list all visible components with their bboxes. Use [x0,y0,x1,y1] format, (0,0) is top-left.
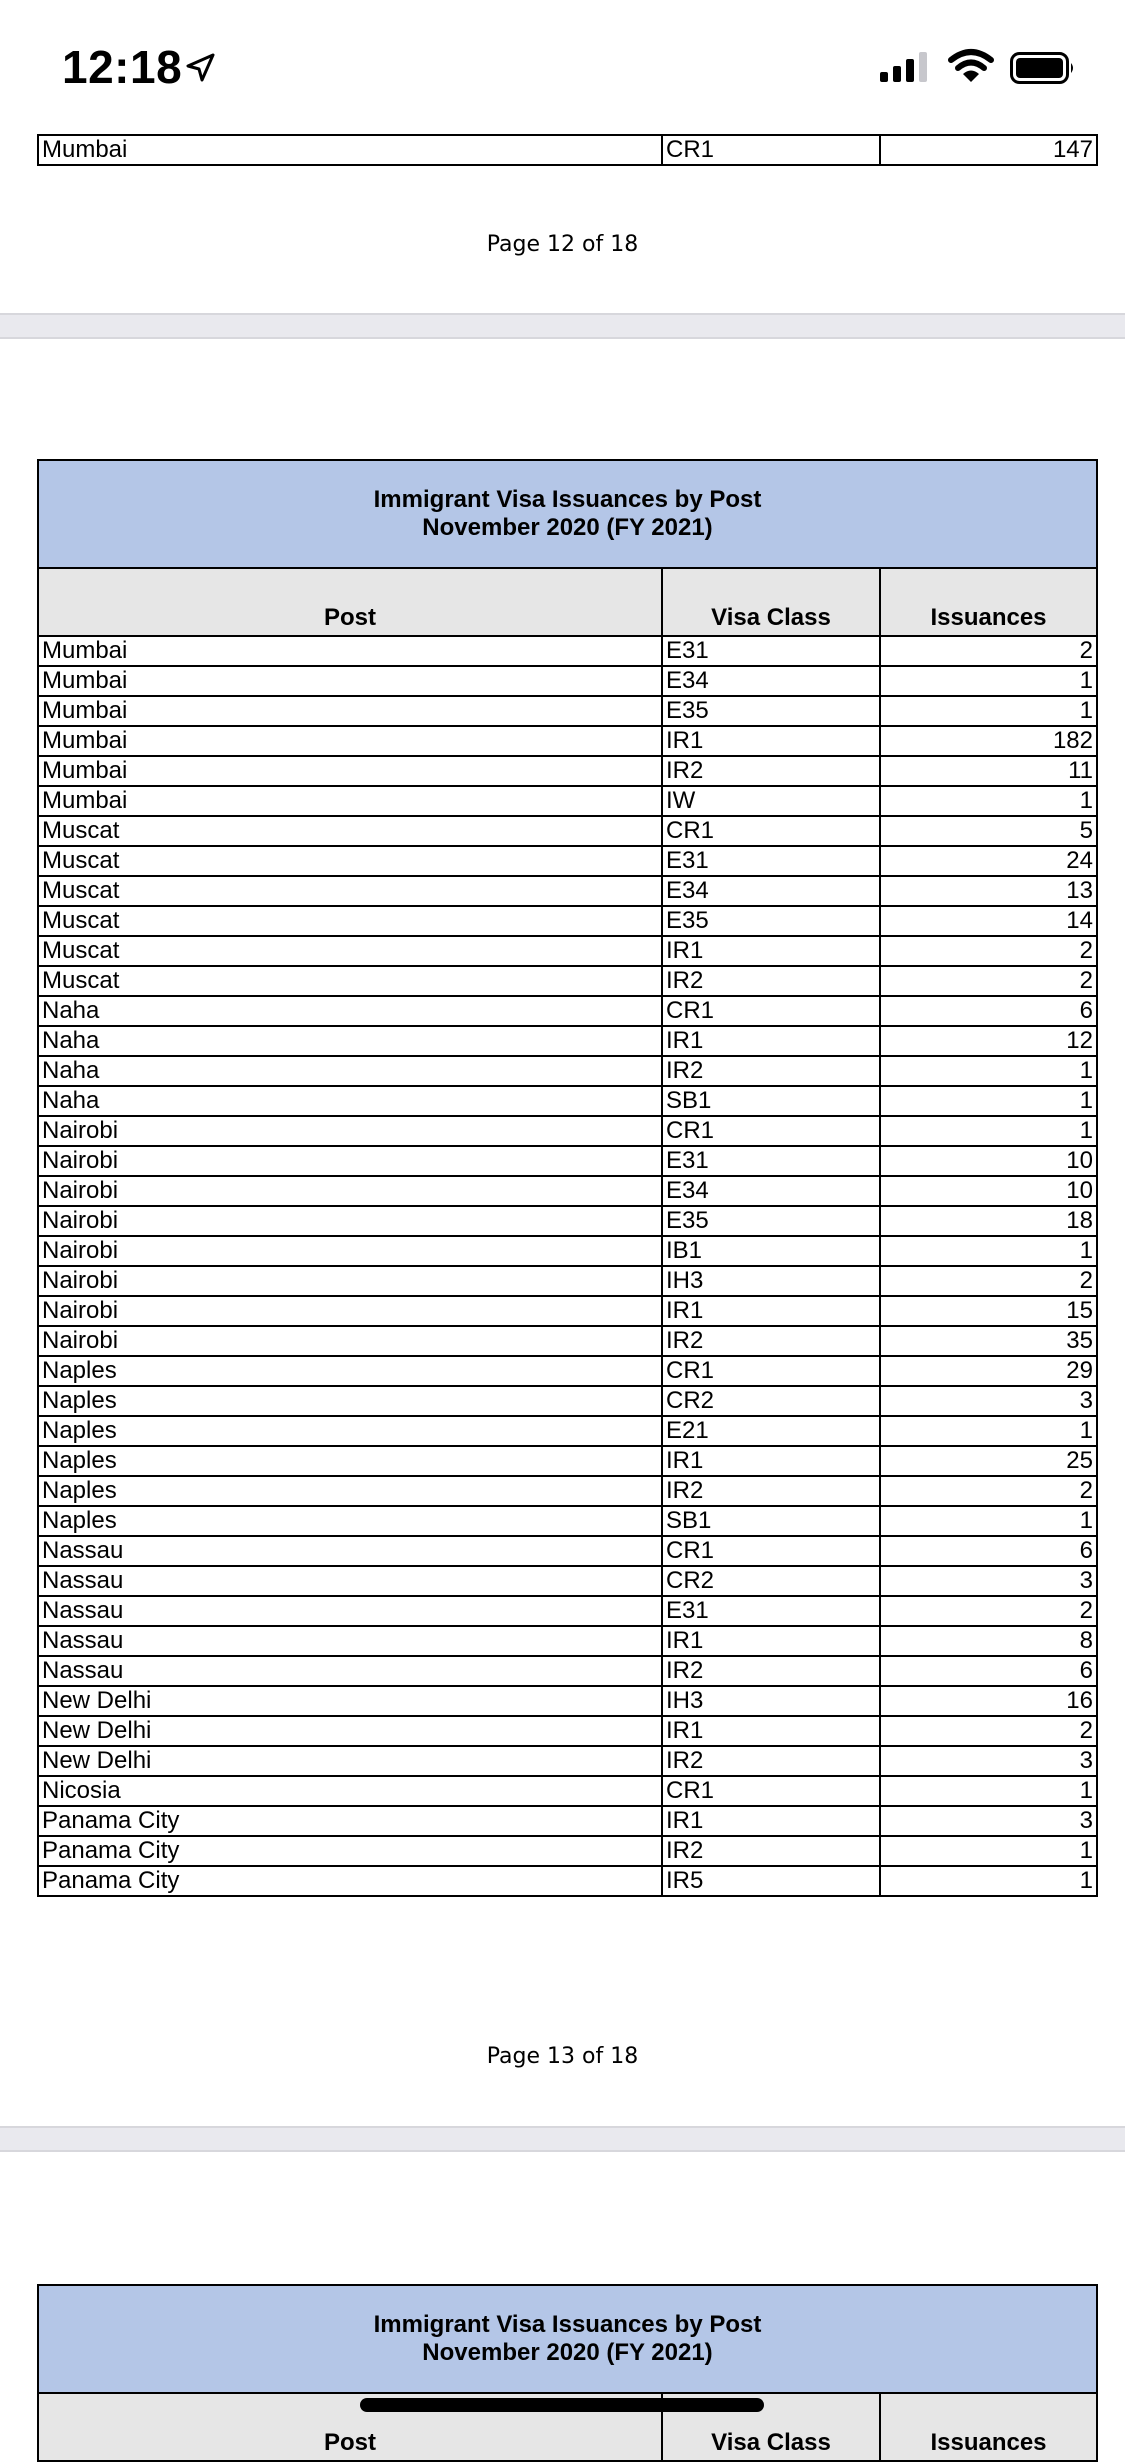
issuances-cell: 1 [880,666,1097,696]
visa-class-cell: CR1 [662,1116,880,1146]
page-separator [0,2126,1125,2152]
issuances-cell: 15 [880,1296,1097,1326]
issuances-cell: 3 [880,1386,1097,1416]
issuances-cell: 8 [880,1626,1097,1656]
table-row [38,876,1097,906]
table-row [38,1416,1097,1446]
table-row [38,1386,1097,1416]
visa-class-cell: E35 [662,906,880,936]
table-row [38,1776,1097,1806]
post-cell: New Delhi [38,1686,662,1716]
table-row [38,1176,1097,1206]
table-row [38,846,1097,876]
issuances-cell: 3 [880,1746,1097,1776]
post-cell: New Delhi [38,1746,662,1776]
issuances-cell: 1 [880,1416,1097,1446]
post-cell: Panama City [38,1836,662,1866]
post-cell: Nairobi [38,1326,662,1356]
table-row [38,1656,1097,1686]
wifi-icon [948,48,994,84]
visa-table-page-14 [37,2284,1098,2462]
table-row [38,1266,1097,1296]
table-title [38,2285,1097,2393]
issuances-cell: 13 [880,876,1097,906]
post-cell: Muscat [38,966,662,996]
visa-class-cell: IR1 [662,1026,880,1056]
table-row [38,135,1097,165]
table-row [38,1626,1097,1656]
visa-class-cell: E31 [662,1146,880,1176]
table-row [38,1866,1097,1896]
issuances-cell: 10 [880,1176,1097,1206]
issuances-cell: 182 [880,726,1097,756]
table-title-line-1: Immigrant Visa Issuances by Post [373,2311,762,2338]
table-row [38,1056,1097,1086]
post-cell: Naples [38,1476,662,1506]
table-row [38,696,1097,726]
visa-class-cell: CR2 [662,1386,880,1416]
post-cell: Mumbai [38,786,662,816]
visa-class-cell: CR1 [662,996,880,1026]
column-header-post: Post [38,2393,662,2461]
visa-class-cell: CR1 [662,135,880,165]
table-row [38,1566,1097,1596]
visa-class-cell: IR2 [662,1476,880,1506]
visa-class-cell: IR1 [662,1806,880,1836]
table-row [38,1296,1097,1326]
visa-class-cell: E31 [662,1596,880,1626]
visa-class-cell: IR2 [662,1746,880,1776]
post-cell: Naples [38,1506,662,1536]
visa-class-cell: SB1 [662,1086,880,1116]
visa-class-cell: IR5 [662,1866,880,1896]
issuances-cell: 6 [880,1536,1097,1566]
column-header-issuances: Issuances [880,568,1097,636]
visa-table-page-13 [37,459,1098,1897]
post-cell: Nairobi [38,1146,662,1176]
post-cell: Muscat [38,816,662,846]
table-row [38,1236,1097,1266]
post-cell: Naha [38,1026,662,1056]
post-cell: Naha [38,996,662,1026]
visa-class-cell: E34 [662,876,880,906]
issuances-cell: 2 [880,966,1097,996]
visa-class-cell: E35 [662,1206,880,1236]
issuances-cell: 2 [880,636,1097,666]
post-cell: Naples [38,1386,662,1416]
visa-class-cell: IR1 [662,1626,880,1656]
issuances-cell: 2 [880,1266,1097,1296]
issuances-cell: 12 [880,1026,1097,1056]
visa-class-cell: IR1 [662,1446,880,1476]
visa-class-cell: IB1 [662,1236,880,1266]
table-row [38,1536,1097,1566]
issuances-cell: 16 [880,1686,1097,1716]
visa-class-cell: E31 [662,846,880,876]
post-cell: Nassau [38,1596,662,1626]
issuances-cell: 5 [880,816,1097,846]
visa-class-cell: IR1 [662,1716,880,1746]
post-cell: Nairobi [38,1116,662,1146]
visa-class-cell: CR2 [662,1566,880,1596]
issuances-cell: 2 [880,936,1097,966]
table-title [38,460,1097,568]
table-row [38,1716,1097,1746]
post-cell: Mumbai [38,756,662,786]
table-row [38,1806,1097,1836]
cellular-signal-icon [880,52,932,82]
issuances-cell: 35 [880,1326,1097,1356]
table-row [38,1086,1097,1116]
table-row [38,756,1097,786]
issuances-cell: 11 [880,756,1097,786]
issuances-cell: 14 [880,906,1097,936]
visa-class-cell: IW [662,786,880,816]
post-cell: Mumbai [38,135,662,165]
table-row [38,1476,1097,1506]
table-row [38,906,1097,936]
issuances-cell: 25 [880,1446,1097,1476]
page-separator [0,313,1125,339]
table-row [38,1596,1097,1626]
post-cell: Muscat [38,936,662,966]
table-row [38,1116,1097,1146]
status-time: 12:18 [62,41,183,93]
issuances-cell: 1 [880,1866,1097,1896]
page-13 [0,339,1125,2149]
page-number-label: Page 13 of 18 [486,2044,639,2069]
post-cell: Muscat [38,846,662,876]
issuances-cell: 1 [880,1776,1097,1806]
post-cell: Nassau [38,1566,662,1596]
visa-class-cell: IR2 [662,756,880,786]
post-cell: Nairobi [38,1266,662,1296]
table-row [38,966,1097,996]
table-row [38,1446,1097,1476]
post-cell: Muscat [38,906,662,936]
table-title-line-1: Immigrant Visa Issuances by Post [373,486,762,513]
table-row [38,1506,1097,1536]
post-cell: Nairobi [38,1176,662,1206]
table-row [38,1026,1097,1056]
visa-class-cell: IR2 [662,1656,880,1686]
table-row [38,1206,1097,1236]
visa-class-cell: CR1 [662,1536,880,1566]
page-number-label: Page 12 of 18 [486,232,639,257]
visa-class-cell: IR2 [662,966,880,996]
table-row [38,666,1097,696]
post-cell: Nassau [38,1626,662,1656]
visa-class-cell: CR1 [662,1776,880,1806]
post-cell: Mumbai [38,726,662,756]
post-cell: Naples [38,1416,662,1446]
column-header-visa-class: Visa Class [662,2393,880,2461]
visa-class-cell: E34 [662,666,880,696]
page-14 [0,2152,1125,2456]
table-row [38,1356,1097,1386]
issuances-cell: 1 [880,1116,1097,1146]
table-title-line-2: November 2020 (FY 2021) [422,514,713,541]
issuances-cell: 18 [880,1206,1097,1236]
visa-class-cell: IR1 [662,1296,880,1326]
table-row [38,786,1097,816]
table-row [38,636,1097,666]
issuances-cell: 147 [880,135,1097,165]
issuances-cell: 1 [880,1086,1097,1116]
visa-class-cell: E31 [662,636,880,666]
visa-table-page-12 [37,134,1098,166]
visa-class-cell: IR1 [662,936,880,966]
issuances-cell: 10 [880,1146,1097,1176]
issuances-cell: 2 [880,1476,1097,1506]
issuances-cell: 29 [880,1356,1097,1386]
issuances-cell: 3 [880,1806,1097,1836]
issuances-cell: 2 [880,1716,1097,1746]
issuances-cell: 1 [880,1836,1097,1866]
issuances-cell: 3 [880,1566,1097,1596]
status-bar [0,0,1125,130]
column-header-post: Post [38,568,662,636]
post-cell: Naples [38,1356,662,1386]
post-cell: Muscat [38,876,662,906]
visa-class-cell: E21 [662,1416,880,1446]
table-header-row [38,568,1097,636]
post-cell: Panama City [38,1806,662,1836]
post-cell: Naha [38,1056,662,1086]
issuances-cell: 1 [880,1236,1097,1266]
visa-class-cell: IH3 [662,1686,880,1716]
visa-class-cell: IR2 [662,1056,880,1086]
column-header-visa-class: Visa Class [662,568,880,636]
issuances-cell: 1 [880,1506,1097,1536]
visa-class-cell: E34 [662,1176,880,1206]
home-indicator[interactable] [360,2398,764,2412]
post-cell: Nassau [38,1536,662,1566]
visa-class-cell: CR1 [662,1356,880,1386]
table-row [38,1686,1097,1716]
issuances-cell: 1 [880,1056,1097,1086]
post-cell: Naples [38,1446,662,1476]
table-row [38,726,1097,756]
page-12-fragment [0,130,1125,313]
table-body [38,636,1097,1896]
table-row [38,996,1097,1026]
visa-class-cell: IH3 [662,1266,880,1296]
post-cell: Nicosia [38,1776,662,1806]
table-row [38,1146,1097,1176]
issuances-cell: 1 [880,696,1097,726]
post-cell: Nairobi [38,1206,662,1236]
table-row [38,816,1097,846]
table-row [38,1746,1097,1776]
post-cell: Panama City [38,1866,662,1896]
table-title-line-2: November 2020 (FY 2021) [422,2339,713,2366]
visa-class-cell: E35 [662,696,880,726]
post-cell: Nassau [38,1656,662,1686]
battery-icon [1010,52,1076,84]
post-cell: Mumbai [38,696,662,726]
issuances-cell: 2 [880,1596,1097,1626]
post-cell: Mumbai [38,666,662,696]
visa-class-cell: CR1 [662,816,880,846]
issuances-cell: 24 [880,846,1097,876]
visa-class-cell: IR1 [662,726,880,756]
issuances-cell: 1 [880,786,1097,816]
column-header-issuances: Issuances [880,2393,1097,2461]
post-cell: New Delhi [38,1716,662,1746]
visa-class-cell: IR2 [662,1326,880,1356]
table-row [38,936,1097,966]
visa-class-cell: IR2 [662,1836,880,1866]
post-cell: Nairobi [38,1296,662,1326]
issuances-cell: 6 [880,996,1097,1026]
post-cell: Mumbai [38,636,662,666]
location-arrow-icon [184,52,216,84]
table-row [38,1326,1097,1356]
visa-class-cell: SB1 [662,1506,880,1536]
post-cell: Nairobi [38,1236,662,1266]
post-cell: Naha [38,1086,662,1116]
table-row [38,1836,1097,1866]
issuances-cell: 6 [880,1656,1097,1686]
